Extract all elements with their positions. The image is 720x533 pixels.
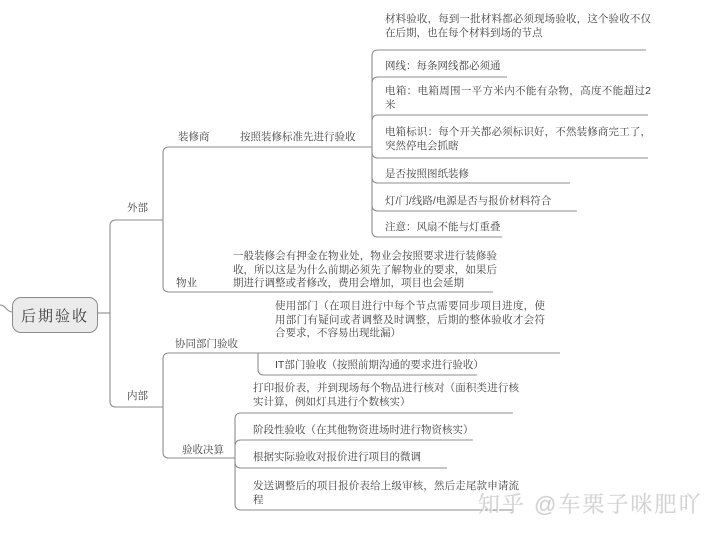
topic-send-quote-approval[interactable]: 发送调整后的项目报价表给上级审核，然后走尾款申请流程: [253, 480, 519, 506]
topic-property-deposit-note[interactable]: 一般装修会有押金在物业处，物业会按照要求进行装修验收，所以这是为什么前期必须先了解物业的要求，如果后期进行调整或者修改，费用会增加，项目也会延期: [233, 250, 497, 289]
topic-electric-box[interactable]: 电箱：电箱周围一平方米内不能有杂物，高度不能超过2米: [385, 85, 651, 111]
topic-dept-coordination[interactable]: 协同部门验收: [175, 338, 238, 350]
topic-blueprint-check[interactable]: 是否按照图纸装修: [385, 168, 469, 180]
topic-user-dept[interactable]: 使用部门（在项目进行中每个节点需要同步项目进度，使用部门有疑问或者调整及时调整，后期的整体验收才会符合要求，不容易出现纰漏）: [275, 300, 545, 339]
topic-network-cable[interactable]: 网线：每条网线都必须通: [385, 60, 501, 72]
topic-print-quote-check[interactable]: 打印报价表，并到现场每个物品进行核对（面积类进行核实计算，例如灯具进行个数核实）: [253, 382, 519, 408]
topic-material-acceptance[interactable]: 材料验收，每到一批材料都必须现场验收，这个验收不仅在后期，也在每个材料到场的节点: [385, 13, 651, 39]
topic-lights-match-quote[interactable]: 灯/门/线路/电源是否与报价材料符合: [385, 195, 552, 207]
topic-property[interactable]: 物业: [176, 277, 197, 289]
topic-decoration-standard[interactable]: 按照装修标准先进行验收: [240, 131, 356, 143]
zhihu-watermark: 知乎 @车栗子咪肥吖: [478, 492, 703, 517]
topic-fan-light-note[interactable]: 注意：风扇不能与灯重叠: [385, 221, 501, 233]
topic-electric-box-labeling[interactable]: 电箱标识：每个开关都必须标识好，不然装修商完工了，突然停电会抓瞎: [385, 126, 651, 152]
topic-stage-acceptance[interactable]: 阶段性验收（在其他物资进场时进行物资核实）: [253, 424, 474, 436]
topic-decorator[interactable]: 装修商: [178, 131, 210, 143]
topic-internal[interactable]: 内部: [127, 390, 148, 402]
topic-it-dept[interactable]: IT部门验收（按照前期沟通的要求进行验收）: [275, 359, 484, 371]
root-topic[interactable]: 后期验收: [12, 297, 98, 333]
topic-external[interactable]: 外部: [127, 202, 148, 214]
topic-quote-adjustment[interactable]: 根据实际验收对报价进行项目的微调: [253, 451, 421, 463]
topic-acceptance-settlement[interactable]: 验收决算: [182, 444, 224, 456]
